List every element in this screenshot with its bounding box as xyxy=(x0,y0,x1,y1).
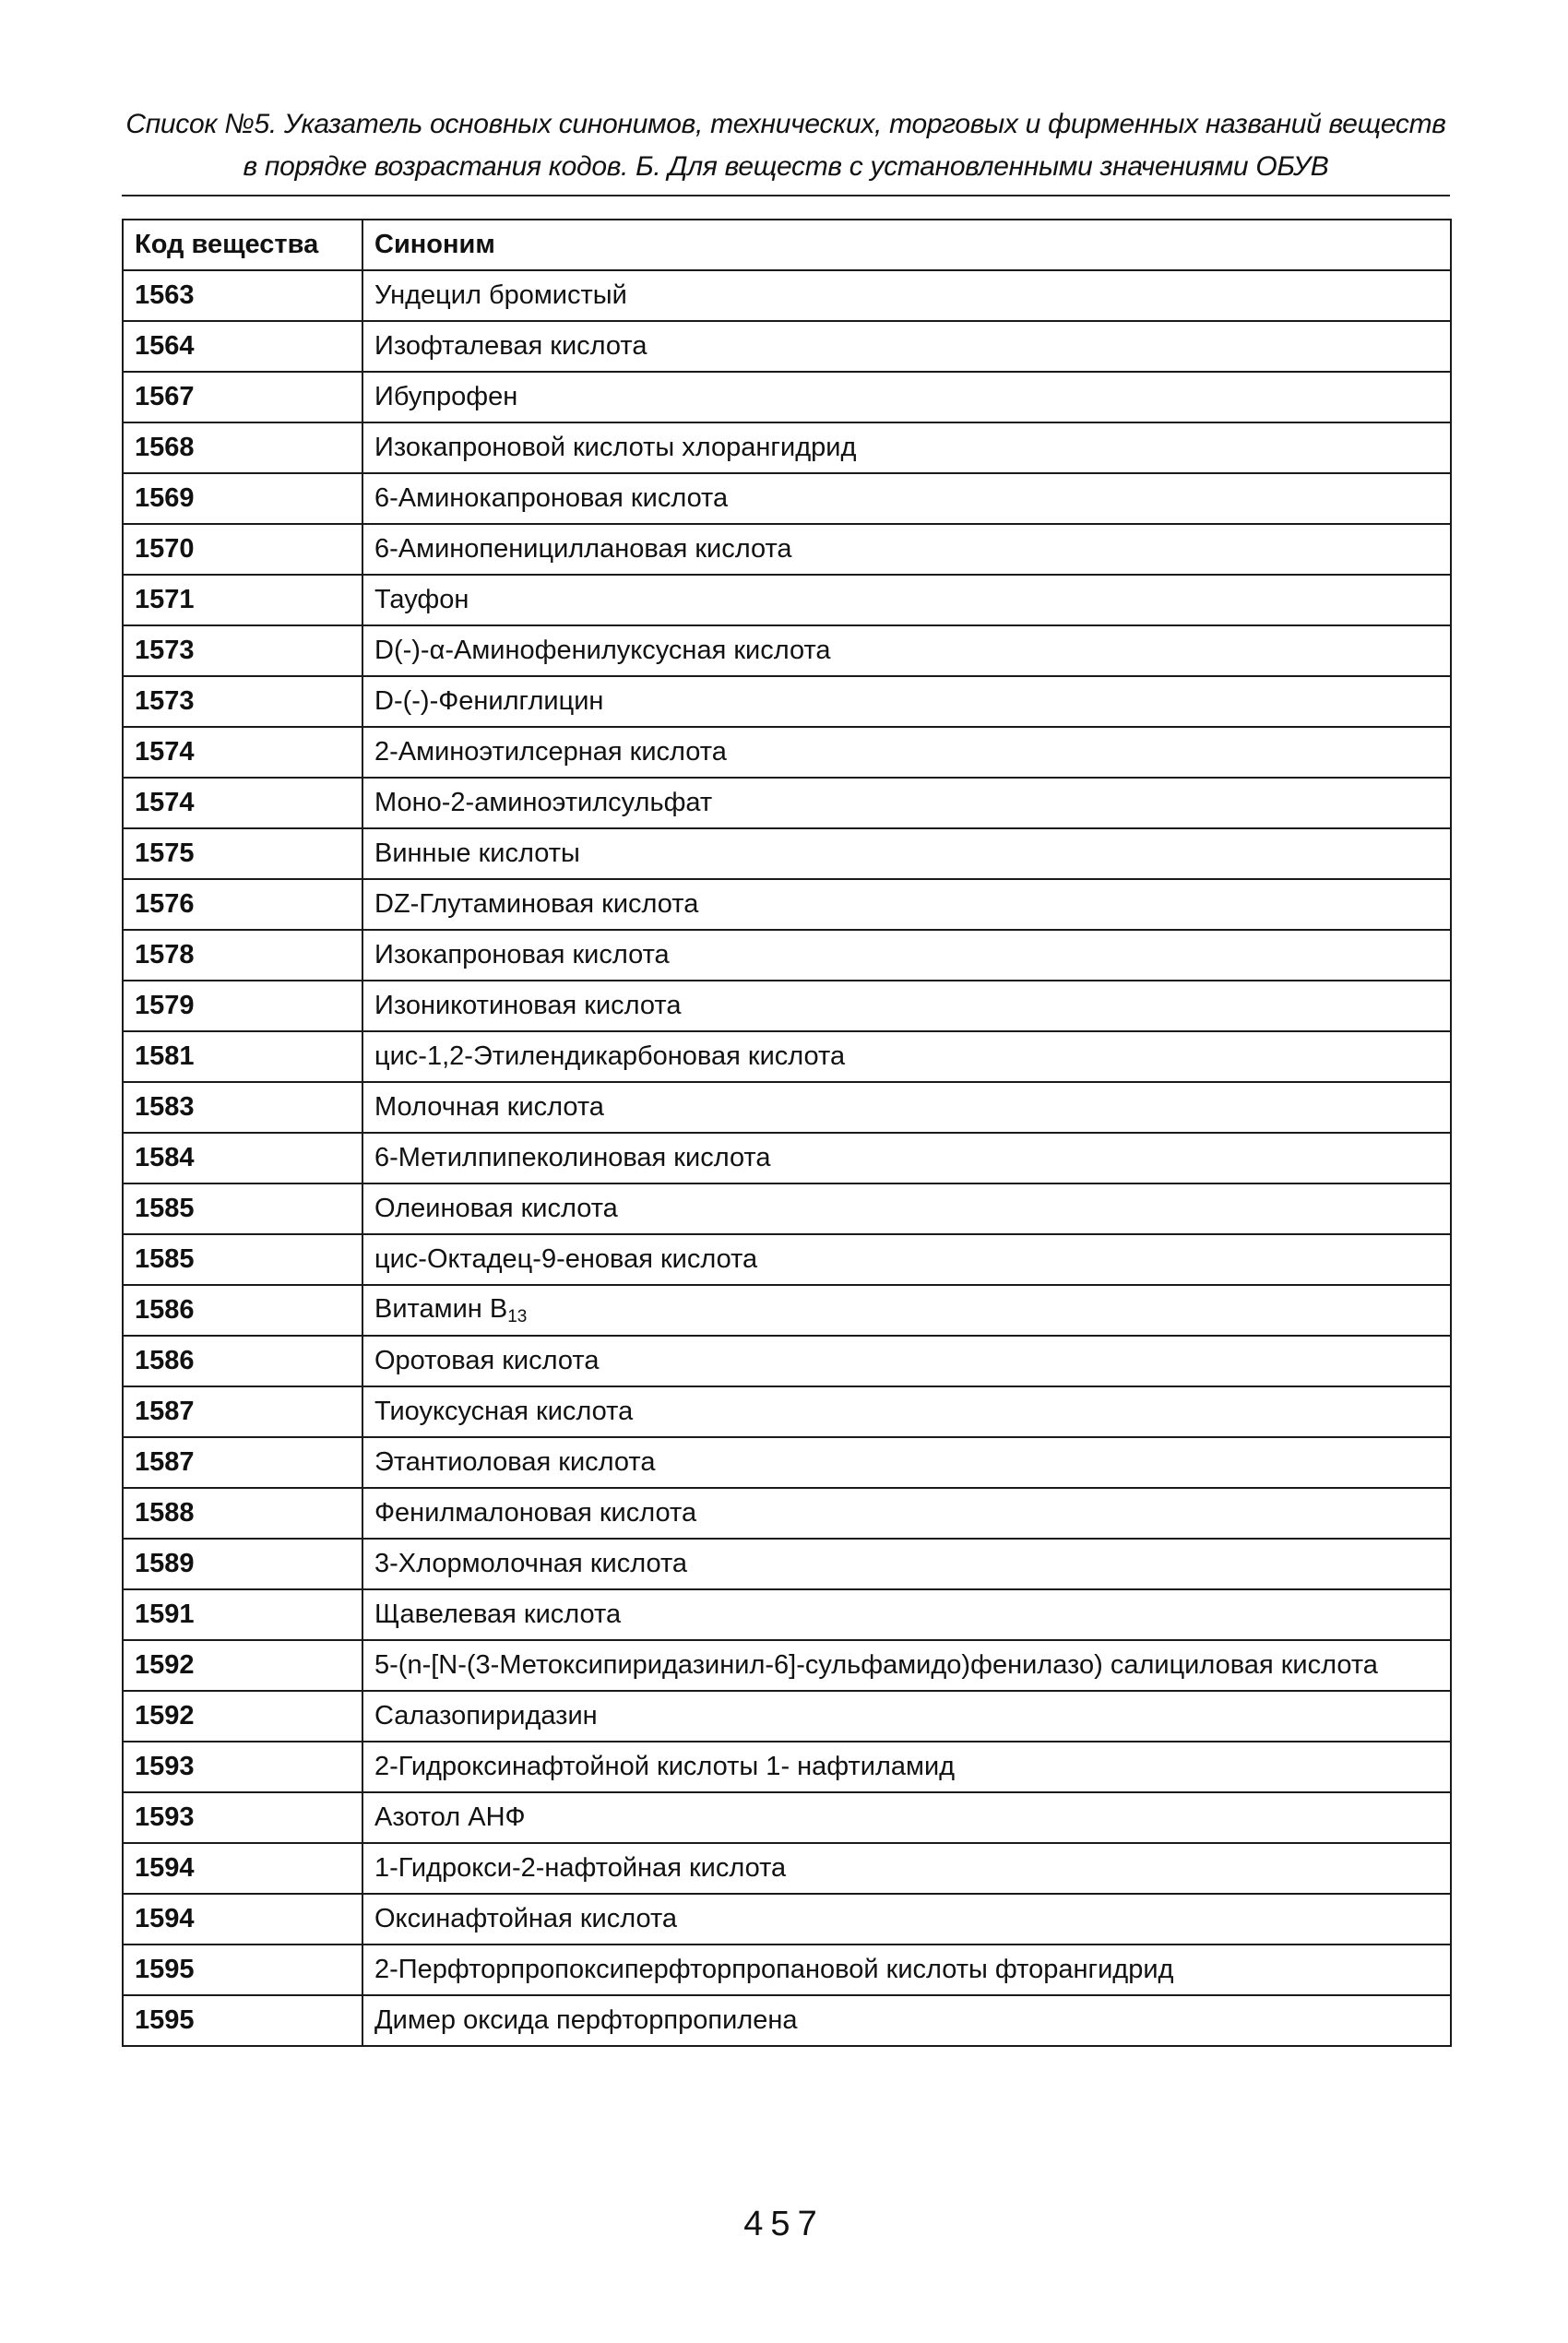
substance-code-cell: 1581 xyxy=(123,1031,362,1082)
synonym-cell xyxy=(362,1945,1451,1995)
synonym-text: 1-Гидрокси-2-нафтойная кислота xyxy=(374,1853,787,1883)
substance-code-cell: 1589 xyxy=(123,1539,362,1589)
synonym-cell xyxy=(362,1488,1451,1539)
synonym-cell xyxy=(362,879,1451,930)
table-row xyxy=(123,473,1451,524)
synonym-cell xyxy=(362,930,1451,981)
synonym-cell xyxy=(362,778,1451,828)
synonym-cell xyxy=(362,1894,1451,1945)
synonym-text: D(-)-α-Аминофенилуксусная кислота xyxy=(374,636,831,665)
table-header-row xyxy=(123,220,1451,270)
substance-code-cell: 1586 xyxy=(123,1336,362,1386)
synonym-cell xyxy=(362,1031,1451,1082)
synonym-text: Этантиоловая кислота xyxy=(374,1447,656,1477)
synonym-cell xyxy=(362,1336,1451,1386)
substance-code-cell: 1593 xyxy=(123,1792,362,1843)
substance-code-cell: 1563 xyxy=(123,270,362,321)
table-row xyxy=(123,1234,1451,1285)
synonym-cell xyxy=(362,321,1451,372)
table-row xyxy=(123,828,1451,879)
synonym-text: цис-Октадец-9-еновая кислота xyxy=(374,1244,758,1274)
synonym-text: Салазопиридазин xyxy=(374,1701,598,1730)
synonym-text: Щавелевая кислота xyxy=(374,1600,622,1629)
substance-code-cell: 1579 xyxy=(123,981,362,1031)
synonym-text: Молочная кислота xyxy=(374,1092,604,1122)
synonym-cell xyxy=(362,1742,1451,1792)
substance-code-cell: 1595 xyxy=(123,1945,362,1995)
synonym-text: 6-Метилпипеколиновая кислота xyxy=(374,1143,771,1172)
synonym-cell xyxy=(362,676,1451,727)
substance-code-cell: 1585 xyxy=(123,1183,362,1234)
synonym-cell xyxy=(362,575,1451,625)
column-header-code: Код вещества xyxy=(123,220,362,270)
table-row xyxy=(123,1183,1451,1234)
synonym-text: Тауфон xyxy=(374,585,469,614)
column-header-synonym: Синоним xyxy=(362,220,1451,270)
synonym-text: Изокапроновая кислота xyxy=(374,940,670,969)
synonym-subscript: 13 xyxy=(507,1306,528,1326)
header-line-1: Список №5. Указатель основных синонимов, технических, торговых и фирменных названий веществ xyxy=(125,109,1446,139)
table-row xyxy=(123,1792,1451,1843)
synonym-text: Изокапроновой кислоты хлорангидрид xyxy=(374,433,857,462)
table-row xyxy=(123,1995,1451,2046)
table-row xyxy=(123,1945,1451,1995)
table-row xyxy=(123,1031,1451,1082)
synonym-text: Витамин B xyxy=(374,1293,508,1324)
synonym-text: Оксинафтойная кислота xyxy=(374,1904,678,1933)
table-row xyxy=(123,1336,1451,1386)
substance-code-cell: 1593 xyxy=(123,1742,362,1792)
synonym-text: Олеиновая кислота xyxy=(374,1194,618,1223)
table-row xyxy=(123,1589,1451,1640)
substance-code-cell: 1586 xyxy=(123,1285,362,1336)
substance-code-cell: 1584 xyxy=(123,1133,362,1183)
table-row xyxy=(123,879,1451,930)
synonym-text: 5-(n-[N-(3-Метоксипиридазинил-6]-сульфамидо)фенилазо) салициловая кислота xyxy=(374,1650,1378,1680)
table-row xyxy=(123,1133,1451,1183)
synonym-cell xyxy=(362,473,1451,524)
synonym-cell xyxy=(362,372,1451,422)
substance-code-cell: 1591 xyxy=(123,1589,362,1640)
substance-code-cell: 1574 xyxy=(123,727,362,778)
synonym-text: цис-1,2-Этилендикарбоновая кислота xyxy=(374,1041,846,1071)
substance-code-cell: 1592 xyxy=(123,1691,362,1742)
substance-code-cell: 1574 xyxy=(123,778,362,828)
synonym-text: Моно-2-аминоэтилсульфат xyxy=(374,788,713,817)
synonym-cell xyxy=(362,1133,1451,1183)
synonym-cell xyxy=(362,1843,1451,1894)
synonym-text: Изофталевая кислота xyxy=(374,331,647,361)
table-row xyxy=(123,1082,1451,1133)
table-row xyxy=(123,575,1451,625)
table-row xyxy=(123,1386,1451,1437)
synonym-cell xyxy=(362,1589,1451,1640)
table-row xyxy=(123,524,1451,575)
synonym-text: 6-Аминокапроновая кислота xyxy=(374,483,729,513)
synonym-cell xyxy=(362,828,1451,879)
synonym-text: DZ-Глутаминовая кислота xyxy=(374,889,699,919)
synonym-cell xyxy=(362,1183,1451,1234)
synonym-cell xyxy=(362,1285,1451,1336)
table-row xyxy=(123,1894,1451,1945)
table-row xyxy=(123,422,1451,473)
page-number: 457 xyxy=(743,2205,825,2243)
substance-code-cell: 1578 xyxy=(123,930,362,981)
synonym-cell xyxy=(362,1082,1451,1133)
substance-code-cell: 1594 xyxy=(123,1843,362,1894)
substance-code-cell: 1583 xyxy=(123,1082,362,1133)
substance-code-cell: 1573 xyxy=(123,676,362,727)
synonym-text: Фенилмалоновая кислота xyxy=(374,1498,697,1528)
synonym-cell xyxy=(362,524,1451,575)
synonym-cell xyxy=(362,1792,1451,1843)
substance-code-cell: 1568 xyxy=(123,422,362,473)
substance-code-cell: 1588 xyxy=(123,1488,362,1539)
table-row xyxy=(123,1539,1451,1589)
table-row xyxy=(123,1488,1451,1539)
table-row xyxy=(123,676,1451,727)
synonym-text: Ибупрофен xyxy=(374,382,518,411)
table-row xyxy=(123,1742,1451,1792)
substance-code-cell: 1592 xyxy=(123,1640,362,1691)
synonym-cell xyxy=(362,1437,1451,1488)
synonym-cell xyxy=(362,1640,1451,1691)
table-row xyxy=(123,727,1451,778)
synonym-text: Ундецил бромистый xyxy=(374,280,627,310)
table-row xyxy=(123,778,1451,828)
table-row xyxy=(123,1691,1451,1742)
synonym-text: 3-Хлормолочная кислота xyxy=(374,1549,688,1578)
synonym-cell xyxy=(362,1386,1451,1437)
synonym-cell xyxy=(362,981,1451,1031)
synonym-text: 2-Аминоэтилсерная кислота xyxy=(374,737,727,767)
table-row xyxy=(123,270,1451,321)
substance-code-cell: 1571 xyxy=(123,575,362,625)
table-row xyxy=(123,981,1451,1031)
synonym-text: Винные кислоты xyxy=(374,838,580,868)
substance-code-cell: 1595 xyxy=(123,1995,362,2046)
table-body xyxy=(123,270,1451,2046)
table-row xyxy=(123,1843,1451,1894)
synonym-text: 2-Перфторпропоксиперфторпропановой кислоты фторангидрид xyxy=(374,1955,1174,1984)
synonym-text: 2-Гидроксинафтойной кислоты 1- нафтиламид xyxy=(374,1752,956,1781)
page-header xyxy=(122,103,1450,188)
substance-code-cell: 1587 xyxy=(123,1386,362,1437)
synonyms-table xyxy=(122,219,1452,2047)
substance-code-cell: 1569 xyxy=(123,473,362,524)
substance-code-cell: 1575 xyxy=(123,828,362,879)
synonym-cell xyxy=(362,422,1451,473)
table-row xyxy=(123,625,1451,676)
header-divider xyxy=(122,195,1450,196)
synonym-text: Тиоуксусная кислота xyxy=(374,1397,634,1426)
substance-code-cell: 1576 xyxy=(123,879,362,930)
table-row xyxy=(123,1437,1451,1488)
synonym-cell xyxy=(362,1995,1451,2046)
table-row xyxy=(123,372,1451,422)
table-row xyxy=(123,1285,1451,1336)
substance-code-cell: 1585 xyxy=(123,1234,362,1285)
substance-code-cell: 1594 xyxy=(123,1894,362,1945)
synonym-text: Димер оксида перфторпропилена xyxy=(374,2005,798,2035)
synonym-cell xyxy=(362,625,1451,676)
table-row xyxy=(123,1640,1451,1691)
table-row xyxy=(123,930,1451,981)
synonym-text: Азотол АНФ xyxy=(374,1802,526,1832)
header-line-2: в порядке возрастания кодов. Б. Для веществ с установленными значениями ОБУВ xyxy=(243,151,1329,182)
synonym-cell xyxy=(362,270,1451,321)
synonym-text: Изоникотиновая кислота xyxy=(374,991,682,1020)
substance-code-cell: 1570 xyxy=(123,524,362,575)
substance-code-cell: 1573 xyxy=(123,625,362,676)
synonym-text: Оротовая кислота xyxy=(374,1346,600,1375)
substance-code-cell: 1587 xyxy=(123,1437,362,1488)
synonym-cell xyxy=(362,1539,1451,1589)
synonym-cell xyxy=(362,1234,1451,1285)
synonym-cell xyxy=(362,1691,1451,1742)
substance-code-cell: 1564 xyxy=(123,321,362,372)
synonym-text: 6-Аминопенициллановая кислота xyxy=(374,534,792,564)
synonym-cell xyxy=(362,727,1451,778)
synonym-text: D-(-)-Фенилглицин xyxy=(374,686,604,716)
table-row xyxy=(123,321,1451,372)
substance-code-cell: 1567 xyxy=(123,372,362,422)
